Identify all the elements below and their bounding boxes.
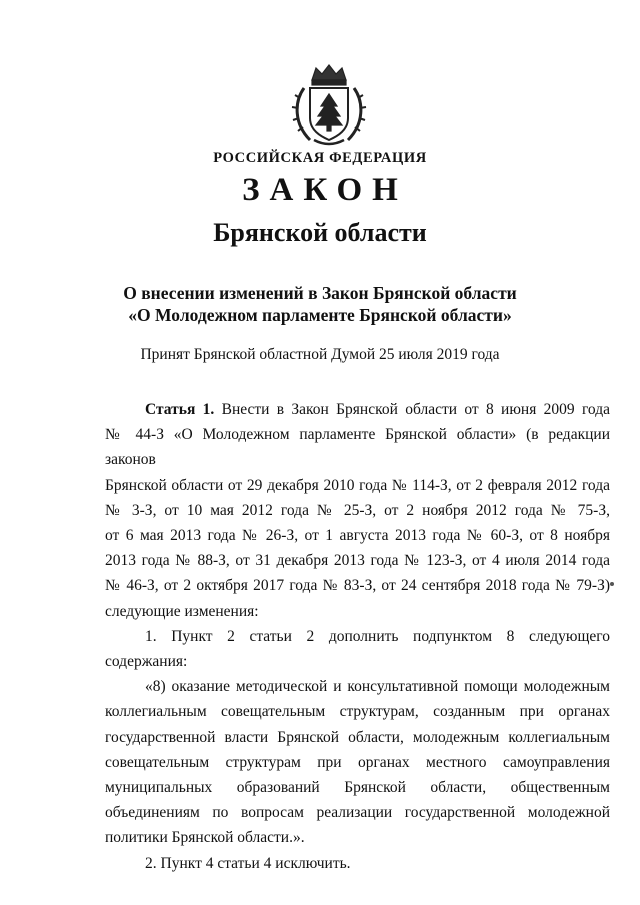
item-heading: 1. Пункт 2 статьи 2 дополнить подпунктом 8 следующего содержания:: [105, 627, 610, 671]
scan-speck: [610, 582, 614, 586]
item-line: объединениям по вопросам реализации государственной молодежной: [105, 804, 610, 822]
article-line: следующие изменения:: [105, 602, 259, 620]
item-line: «8) оказание методической и консультативной помощи молодежным: [145, 678, 610, 696]
adoption-note: Принят Брянской областной Думой 25 июля 2019 года: [140, 346, 500, 363]
law-subject-line: О внесении изменений в Закон Брянской области: [123, 283, 517, 303]
article-text: Внести в Закон Брянской области от 8 июня 2009 года: [221, 401, 610, 418]
article-line: № 46-З, от 2 октября 2017 года № 83-З, от 24 сентября 2018 года № 79-З): [105, 577, 610, 595]
article-line: № 44-З «О Молодежном парламенте Брянской области» (в редакции законов: [105, 426, 610, 469]
item-line: муниципальных образований Брянской области, общественным: [105, 779, 610, 797]
item-line: совещательным структурам при органах местного самоуправления: [105, 753, 610, 771]
article-line: Брянской области от 29 декабря 2010 года № 114-З, от 2 февраля 2012 года: [105, 476, 610, 494]
law-subject: [0, 282, 640, 326]
article-line: [105, 397, 610, 422]
law-body: [105, 397, 610, 876]
article-label: Статья 1.: [145, 401, 215, 418]
article-line: 2013 года № 88-З, от 31 декабря 2013 года № 123-З, от 4 июля 2014 года: [105, 552, 610, 570]
item-line: коллегиальным совещательным структурам, созданным при органах: [105, 703, 610, 721]
article-line: № 3-З, от 10 мая 2012 года № 25-З, от 2 ноября 2012 года № 75-З,: [105, 501, 610, 519]
law-subject-line: «О Молодежном парламенте Брянской области»: [128, 305, 512, 325]
item-line: политики Брянской области.».: [105, 829, 305, 847]
item-line: государственной власти Брянской области, молодежным коллегиальным: [105, 728, 610, 746]
coat-of-arms-icon: [290, 62, 368, 148]
region-title: Брянской области: [213, 218, 427, 247]
article-line: от 6 мая 2013 года № 26-З, от 1 августа 2013 года № 60-З, от 8 ноября: [105, 527, 610, 545]
country-title: РОССИЙСКАЯ ФЕДЕРАЦИЯ: [213, 150, 427, 166]
item-2: 2. Пункт 4 статьи 4 исключить.: [145, 854, 351, 872]
document-type-title: ЗАКОН: [242, 172, 408, 208]
